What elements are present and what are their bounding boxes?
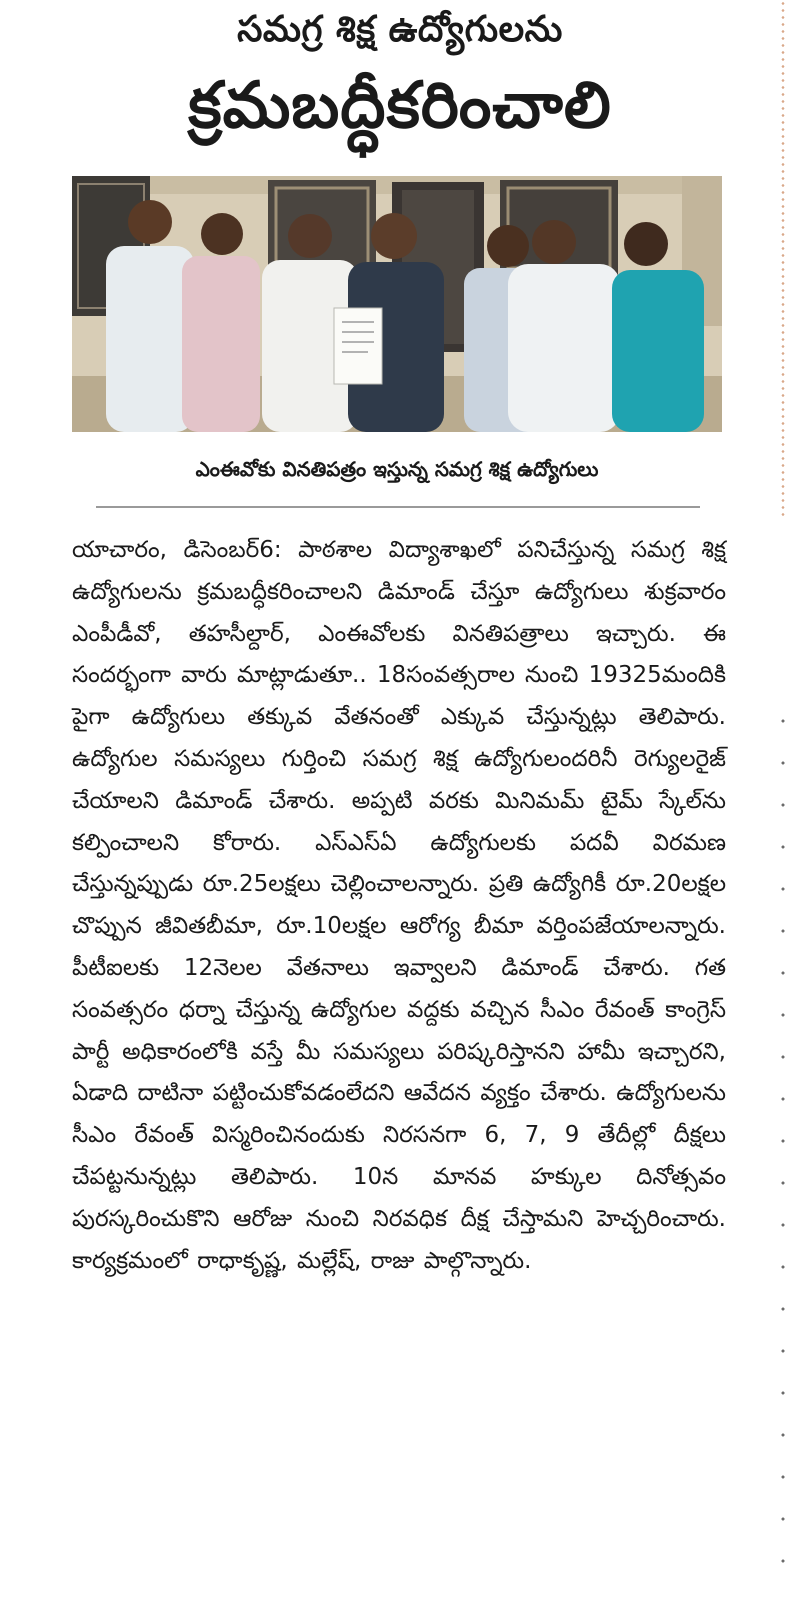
column-border-dots [781,0,785,520]
article-body: యాచారం, డిసెంబర్6: పాఠశాల విద్యాశాఖలో పనిచేస్తున్న సమగ్ర శిక్ష ఉద్యోగులను క్రమబద్ధీకరించాలని డిమాండ్ చేస్తూ ఉద్యోగులు శుక్రవారం ఎంపీడీవో, తహసీల్దార్, ఎంఈవోలకు వినతిపత్రాలు ఇచ్చారు. ఈ సందర్భంగా వారు మాట్లాడుతూ.. 18సంవత్సరాల నుంచి 19325మందికి పైగా ఉద్యోగులు తక్కువ వేతనంతో ఎక్కువ చేస్తున్నట్లు తెలిపారు. ఉద్యోగుల సమస్యలు గుర్తించి సమగ్ర శిక్ష ఉద్యోగులందరినీ రెగ్యులరైజ్ చేయాలని డిమాండ్ చేశారు. అప్పటి వరకు మినిమమ్ టైమ్ స్కేల్‌ను కల్పించాలని కోరారు. ఎస్ఎస్ఏ ఉద్యోగులకు పదవీ విరమణ చేస్తున్నప్పుడు రూ.25లక్షలు చెల్లించాలన్నారు. ప్రతి ఉద్యోగికీ రూ.20లక్షల చొప్పున జీవితబీమా, రూ.10లక్షల ఆరోగ్య బీమా వర్తింపజేయాలన్నారు. పీటీఐలకు 12నెలల వేతనాలు ఇవ్వాలని డిమాండ్ చేశారు. గత సంవత్సరం ధర్నా చేస్తున్న ఉద్యోగుల వద్దకు వచ్చిన సీఎం రేవంత్ కాంగ్రెస్ పార్టీ అధికారంలోకి వస్తే మీ సమస్యలు పరిష్కరిస్తానని హామీ ఇచ్చారని, ఏడాది దాటినా పట్టించుకోవడంలేదని ఆవేదన వ్యక్తం చేశారు. ఉద్యోగులను సీఎం రేవంత్ విస్మరించినందుకు నిరసనగా 6, 7, 9 తేదీల్లో దీక్షలు చేపట్టనున్నట్లు తెలిపారు. 10న మానవ హక్కుల దినోత్సవం పురస్కరించుకొని ఆరోజు నుంచి నిరవధిక దీక్ష చేస్తామని హెచ్చరించారు. కార్యక్రమంలో రాధాకృష్ణ, మల్లేష్, రాజు పాల్గొన్నారు. [72,537,726,1274]
divider-line [96,506,700,508]
photo-caption: ఎంఈవోకు వినతిపత్రం ఇస్తున్న సమగ్ర శిక్ష ఉద్యోగులు [195,457,599,481]
news-photo [72,176,722,432]
adjacent-column-edge [778,700,788,1580]
headline-title: క్రమబద్ధీకరించాలి [188,69,612,143]
headline-kicker: సమగ్ర శిక్ష ఉద్యోగులను [237,9,563,50]
